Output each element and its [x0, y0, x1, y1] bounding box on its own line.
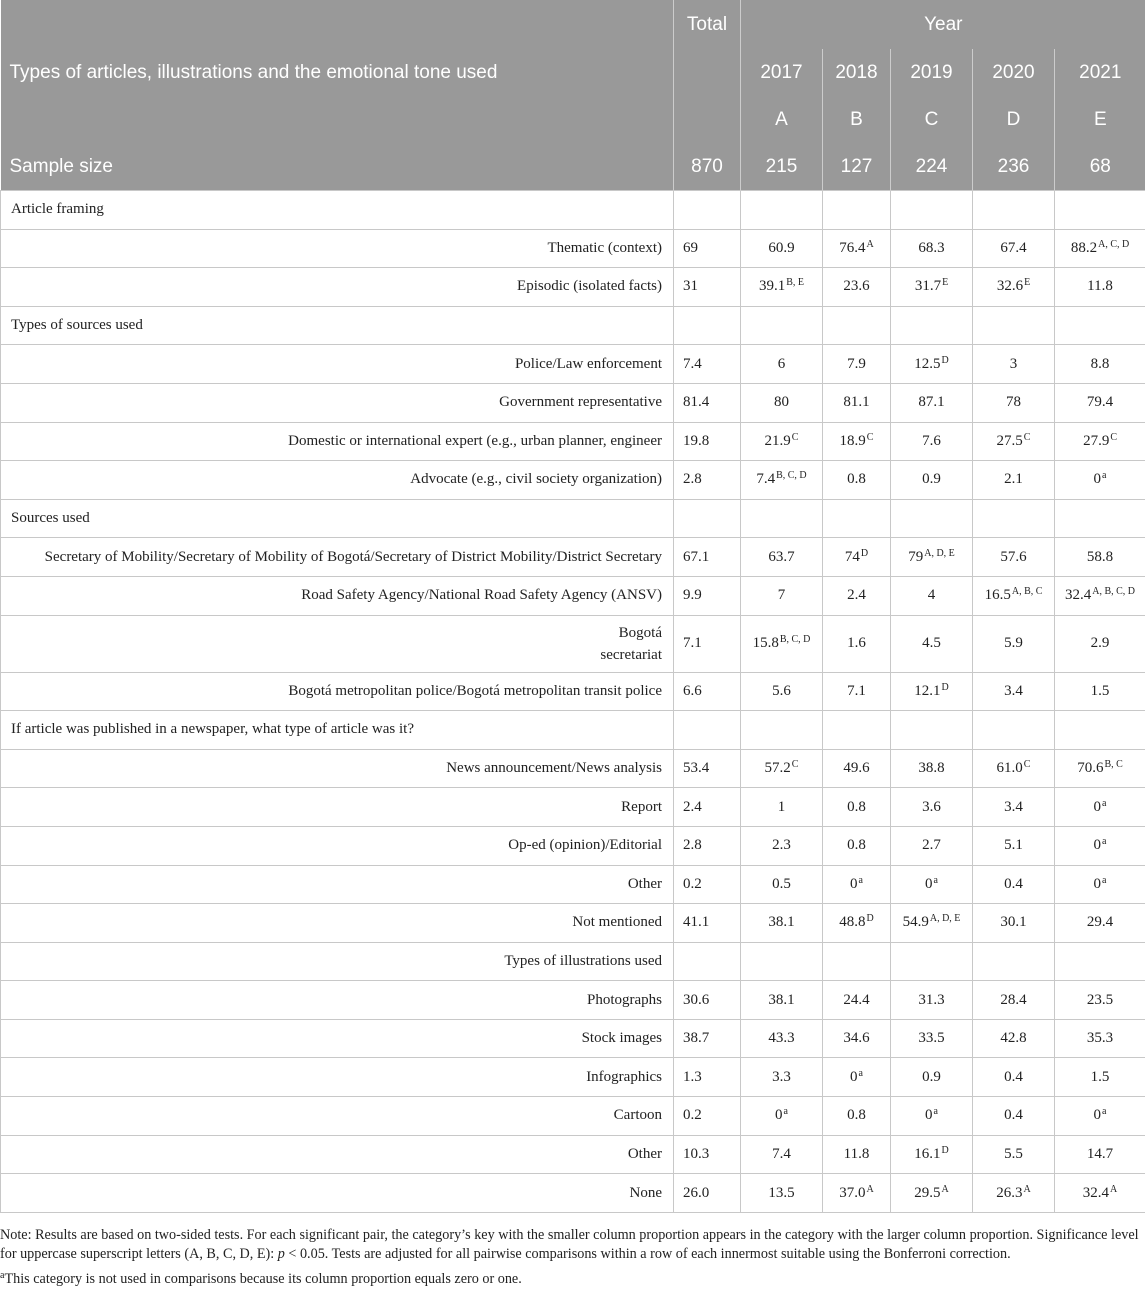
- value-cell: 2.3: [741, 826, 823, 865]
- value-cell: 7.6: [891, 422, 973, 461]
- total-cell: 67.1: [674, 538, 741, 577]
- significance-superscript: C: [791, 431, 799, 443]
- significance-superscript: A: [941, 1183, 949, 1195]
- significance-superscript: a: [783, 1106, 788, 1118]
- value-cell: $39.1^{B, E}$: [741, 268, 823, 307]
- value-cell: 38.8: [891, 749, 973, 788]
- value-cell: $12.1^D$: [891, 672, 973, 711]
- row-label: Report: [1, 788, 674, 827]
- total-cell: 6.6: [674, 672, 741, 711]
- table-row: [1, 576, 1145, 615]
- value-cell: 4.5: [891, 615, 973, 672]
- row-label: Stock images: [1, 1019, 674, 1058]
- value-cell: $7.4^{B, C, D}$: [741, 461, 823, 500]
- value-cell: 0$^a$: [891, 1097, 973, 1136]
- value-cell: 11.8: [1055, 268, 1145, 307]
- value-cell: 23.6: [823, 268, 891, 307]
- table-row: [1, 1135, 1145, 1174]
- section-label: Types of sources used: [1, 306, 674, 345]
- value-cell: 63.7: [741, 538, 823, 577]
- total-cell: 26.0: [674, 1174, 741, 1213]
- header-year-2017: 2017: [741, 49, 823, 96]
- value-cell: $26.3^A$: [973, 1174, 1055, 1213]
- value-cell: [973, 711, 1055, 750]
- value-cell: 33.5: [891, 1019, 973, 1058]
- value-cell: 5.5: [973, 1135, 1055, 1174]
- value-cell: 0.8: [823, 461, 891, 500]
- value-cell: 8.8: [1055, 345, 1145, 384]
- total-cell: 0.2: [674, 1097, 741, 1136]
- value-cell: 3.6: [891, 788, 973, 827]
- value-cell: 78: [973, 383, 1055, 422]
- significance-superscript: C: [866, 431, 874, 443]
- value-cell: 7.9: [823, 345, 891, 384]
- row-label: Government representative: [1, 383, 674, 422]
- total-cell: [674, 711, 741, 750]
- significance-superscript: a: [1102, 836, 1107, 848]
- table-row: [1, 383, 1145, 422]
- value-cell: $79^{A, D, E}$: [891, 538, 973, 577]
- value-cell: $16.5^{A, B, C}$: [973, 576, 1055, 615]
- value-cell: 87.1: [891, 383, 973, 422]
- value-cell: [973, 942, 1055, 981]
- value-cell: 79.4: [1055, 383, 1145, 422]
- significance-superscript: B, C, D: [779, 634, 811, 646]
- value-cell: 31.3: [891, 981, 973, 1020]
- value-cell: 0$^a$: [1055, 865, 1145, 904]
- table-row: [1, 749, 1145, 788]
- value-cell: [891, 942, 973, 981]
- value-cell: 3: [973, 345, 1055, 384]
- value-cell: 57.6: [973, 538, 1055, 577]
- significance-superscript: B, C, D: [776, 470, 807, 482]
- significance-note: Note: Results are based on two-sided tests. For each significant pair, the category’s key with the smaller column proportion appears in the category with the larger column proportion. Significance level for uppercase superscript letters (A, B, C, D, E): p < 0.05. Tests are adjusted for all pairwise comparisons within a row of each innermost suitable using the Bonferroni correction.: [0, 1226, 1139, 1262]
- value-cell: $57.2^C$: [741, 749, 823, 788]
- value-cell: $32.4^A$: [1055, 1174, 1145, 1213]
- table-body: [1, 191, 1145, 1213]
- section-label: Types of illustrations used: [1, 942, 674, 981]
- value-cell: 0.5: [741, 865, 823, 904]
- value-cell: 38.1: [741, 981, 823, 1020]
- row-label: Bogotá secretariat: [1, 615, 674, 672]
- table-row: [1, 345, 1145, 384]
- value-cell: 14.7: [1055, 1135, 1145, 1174]
- value-cell: $61.0^C$: [973, 749, 1055, 788]
- value-cell: 0$^a$: [1055, 461, 1145, 500]
- significance-superscript: A, C, D: [1098, 238, 1130, 250]
- value-cell: 35.3: [1055, 1019, 1145, 1058]
- total-cell: 81.4: [674, 383, 741, 422]
- section-row: [1, 711, 1145, 750]
- value-cell: 30.1: [973, 904, 1055, 943]
- row-label: Op-ed (opinion)/Editorial: [1, 826, 674, 865]
- value-cell: 6: [741, 345, 823, 384]
- significance-superscript: C: [791, 759, 799, 771]
- value-cell: 0$^a$: [823, 1058, 891, 1097]
- value-cell: 7: [741, 576, 823, 615]
- value-cell: 68.3: [891, 229, 973, 268]
- significance-superscript: B, E: [786, 277, 805, 289]
- total-cell: [674, 191, 741, 230]
- table-row: [1, 422, 1145, 461]
- total-cell: [674, 942, 741, 981]
- total-cell: 2.8: [674, 826, 741, 865]
- value-cell: 3.3: [741, 1058, 823, 1097]
- value-cell: 2.7: [891, 826, 973, 865]
- value-cell: $32.6^E$: [973, 268, 1055, 307]
- row-label: Domestic or international expert (e.g., urban planner, engineer: [1, 422, 674, 461]
- value-cell: $48.8^D$: [823, 904, 891, 943]
- significance-superscript: D: [941, 354, 949, 366]
- total-cell: 31: [674, 268, 741, 307]
- significance-superscript: a: [933, 1106, 938, 1118]
- significance-superscript: a: [1102, 470, 1107, 482]
- sample-size-2018: 127: [823, 143, 891, 191]
- section-row: [1, 191, 1145, 230]
- value-cell: 5.1: [973, 826, 1055, 865]
- value-cell: 0.4: [973, 1097, 1055, 1136]
- value-cell: [973, 306, 1055, 345]
- significance-superscript: D: [866, 913, 874, 925]
- row-label: Bogotá metropolitan police/Bogotá metropolitan transit police: [1, 672, 674, 711]
- table-row: [1, 538, 1145, 577]
- significance-superscript: C: [1110, 431, 1117, 443]
- value-cell: $18.9^C$: [823, 422, 891, 461]
- significance-superscript: E: [942, 277, 949, 289]
- header-year-2020: 2020: [973, 49, 1055, 96]
- value-cell: 58.8: [1055, 538, 1145, 577]
- value-cell: [1055, 711, 1145, 750]
- header-letter-d: D: [973, 96, 1055, 143]
- header-letter-b: B: [823, 96, 891, 143]
- table-header: [1, 0, 1145, 191]
- row-label: News announcement/News analysis: [1, 749, 674, 788]
- sample-size-2021: 68: [1055, 143, 1145, 191]
- table-row: [1, 1058, 1145, 1097]
- header-total: Total: [674, 0, 741, 49]
- value-cell: 29.4: [1055, 904, 1145, 943]
- table-row: [1, 1019, 1145, 1058]
- sample-size-2019: 224: [891, 143, 973, 191]
- table-row: [1, 826, 1145, 865]
- table-row: [1, 461, 1145, 500]
- value-cell: $29.5^A$: [891, 1174, 973, 1213]
- value-cell: 7.1: [823, 672, 891, 711]
- table-row: [1, 788, 1145, 827]
- value-cell: $12.5^D$: [891, 345, 973, 384]
- row-label: Photographs: [1, 981, 674, 1020]
- significance-superscript: A: [866, 1183, 874, 1195]
- value-cell: 0$^a$: [1055, 788, 1145, 827]
- value-cell: [823, 942, 891, 981]
- significance-superscript: A, B, C: [1011, 586, 1043, 598]
- value-cell: $21.9^C$: [741, 422, 823, 461]
- value-cell: $16.1^D$: [891, 1135, 973, 1174]
- value-cell: 23.5: [1055, 981, 1145, 1020]
- significance-superscript: B, C: [1104, 759, 1123, 771]
- significance-superscript: C: [1023, 431, 1031, 443]
- value-cell: $70.6^{B, C}$: [1055, 749, 1145, 788]
- value-cell: 80: [741, 383, 823, 422]
- total-cell: 41.1: [674, 904, 741, 943]
- value-cell: 67.4: [973, 229, 1055, 268]
- value-cell: 0.4: [973, 865, 1055, 904]
- value-cell: 0.4: [973, 1058, 1055, 1097]
- section-row: [1, 942, 1145, 981]
- total-cell: 7.1: [674, 615, 741, 672]
- value-cell: $27.5^C$: [973, 422, 1055, 461]
- value-cell: 38.1: [741, 904, 823, 943]
- section-row: [1, 499, 1145, 538]
- total-cell: 1.3: [674, 1058, 741, 1097]
- section-label: Sources used: [1, 499, 674, 538]
- value-cell: 1.6: [823, 615, 891, 672]
- significance-superscript: A, B, C, D: [1092, 586, 1136, 598]
- table-row: [1, 981, 1145, 1020]
- table-row: [1, 672, 1145, 711]
- total-cell: 53.4: [674, 749, 741, 788]
- value-cell: 0$^a$: [891, 865, 973, 904]
- value-cell: [741, 711, 823, 750]
- total-cell: 30.6: [674, 981, 741, 1020]
- header-corner: [1, 0, 674, 49]
- value-cell: 0.8: [823, 826, 891, 865]
- row-label: Cartoon: [1, 1097, 674, 1136]
- value-cell: 1.5: [1055, 1058, 1145, 1097]
- significance-superscript: a: [858, 1067, 863, 1079]
- row-label: Infographics: [1, 1058, 674, 1097]
- header-letter-c: C: [891, 96, 973, 143]
- value-cell: [973, 191, 1055, 230]
- value-cell: 1: [741, 788, 823, 827]
- value-cell: 0.8: [823, 788, 891, 827]
- value-cell: [973, 499, 1055, 538]
- significance-superscript: A: [1023, 1183, 1031, 1195]
- value-cell: 0$^a$: [1055, 1097, 1145, 1136]
- total-cell: 38.7: [674, 1019, 741, 1058]
- section-label: Article framing: [1, 191, 674, 230]
- value-cell: 28.4: [973, 981, 1055, 1020]
- sample-size-label: Sample size: [1, 143, 674, 191]
- header-title: Types of articles, illustrations and the emotional tone used: [1, 49, 674, 96]
- value-cell: [741, 499, 823, 538]
- value-cell: $15.8^{B, C, D}$: [741, 615, 823, 672]
- header-year-2021: 2021: [1055, 49, 1145, 96]
- significance-superscript: C: [1023, 759, 1031, 771]
- significance-superscript: A, D, E: [929, 913, 961, 925]
- value-cell: 0$^a$: [1055, 826, 1145, 865]
- total-cell: 2.8: [674, 461, 741, 500]
- significance-superscript: E: [1024, 277, 1031, 289]
- value-cell: 43.3: [741, 1019, 823, 1058]
- value-cell: [1055, 499, 1145, 538]
- value-cell: 1.5: [1055, 672, 1145, 711]
- value-cell: [823, 306, 891, 345]
- significance-superscript: D: [941, 681, 949, 693]
- table-row: [1, 268, 1145, 307]
- value-cell: $32.4^{A, B, C, D}$: [1055, 576, 1145, 615]
- significance-superscript: D: [941, 1144, 949, 1156]
- row-label: Secretary of Mobility/Secretary of Mobility of Bogotá/Secretary of District Mobility/District Secretary: [1, 538, 674, 577]
- row-label: Thematic (context): [1, 229, 674, 268]
- row-label: Advocate (e.g., civil society organization): [1, 461, 674, 500]
- sample-size-2017: 215: [741, 143, 823, 191]
- significance-superscript: a: [933, 874, 938, 886]
- value-cell: 3.4: [973, 672, 1055, 711]
- value-cell: [741, 191, 823, 230]
- value-cell: $74^D$: [823, 538, 891, 577]
- table-notes: [0, 1213, 1140, 1289]
- value-cell: $27.9^C$: [1055, 422, 1145, 461]
- table-row: [1, 904, 1145, 943]
- value-cell: 0$^a$: [741, 1097, 823, 1136]
- header-year-2019: 2019: [891, 49, 973, 96]
- significance-superscript: A: [866, 238, 874, 250]
- row-label: Episodic (isolated facts): [1, 268, 674, 307]
- row-label: Police/Law enforcement: [1, 345, 674, 384]
- total-cell: 0.2: [674, 865, 741, 904]
- value-cell: 5.9: [973, 615, 1055, 672]
- value-cell: [1055, 306, 1145, 345]
- table-row: [1, 229, 1145, 268]
- total-cell: 69: [674, 229, 741, 268]
- value-cell: 3.4: [973, 788, 1055, 827]
- value-cell: 49.6: [823, 749, 891, 788]
- header-letter-a: A: [741, 96, 823, 143]
- value-cell: [891, 191, 973, 230]
- table-row: [1, 615, 1145, 672]
- value-cell: $76.4^A$: [823, 229, 891, 268]
- total-cell: 9.9: [674, 576, 741, 615]
- value-cell: $54.9^{A, D, E}$: [891, 904, 973, 943]
- total-cell: [674, 306, 741, 345]
- row-label: None: [1, 1174, 674, 1213]
- value-cell: 34.6: [823, 1019, 891, 1058]
- value-cell: 5.6: [741, 672, 823, 711]
- value-cell: 60.9: [741, 229, 823, 268]
- total-cell: [674, 499, 741, 538]
- value-cell: 2.4: [823, 576, 891, 615]
- value-cell: [823, 499, 891, 538]
- value-cell: 0$^a$: [823, 865, 891, 904]
- value-cell: $31.7^E$: [891, 268, 973, 307]
- value-cell: [741, 306, 823, 345]
- value-cell: [1055, 191, 1145, 230]
- value-cell: 42.8: [973, 1019, 1055, 1058]
- value-cell: [891, 499, 973, 538]
- value-cell: 13.5: [741, 1174, 823, 1213]
- significance-superscript: A, D, E: [924, 547, 955, 559]
- sample-size-2020: 236: [973, 143, 1055, 191]
- significance-superscript: a: [1102, 874, 1107, 886]
- value-cell: 4: [891, 576, 973, 615]
- significance-superscript: a: [1102, 797, 1107, 809]
- value-cell: [891, 306, 973, 345]
- value-cell: 2.1: [973, 461, 1055, 500]
- value-cell: $88.2^{A, C, D}$: [1055, 229, 1145, 268]
- significance-superscript: D: [860, 547, 869, 559]
- value-cell: 2.9: [1055, 615, 1145, 672]
- value-cell: [741, 942, 823, 981]
- significance-superscript: a: [858, 874, 863, 886]
- value-cell: [823, 191, 891, 230]
- value-cell: [1055, 942, 1145, 981]
- sample-size-total: 870: [674, 143, 741, 191]
- section-row: [1, 306, 1145, 345]
- significance-superscript: a: [1102, 1106, 1107, 1118]
- value-cell: 0.8: [823, 1097, 891, 1136]
- value-cell: $37.0^A$: [823, 1174, 891, 1213]
- table-row: [1, 865, 1145, 904]
- value-cell: 0.9: [891, 1058, 973, 1097]
- significance-superscript: A: [1110, 1183, 1118, 1195]
- row-label: Other: [1, 865, 674, 904]
- value-cell: 81.1: [823, 383, 891, 422]
- value-cell: [891, 711, 973, 750]
- total-cell: 19.8: [674, 422, 741, 461]
- header-year: Year: [741, 0, 1145, 49]
- footnote-a: $^a$This category is not used in comparisons because its column proportion equals zero or one.: [0, 1269, 522, 1287]
- value-cell: 11.8: [823, 1135, 891, 1174]
- row-label: Not mentioned: [1, 904, 674, 943]
- table-row: [1, 1097, 1145, 1136]
- section-label: If article was published in a newspaper, what type of article was it?: [1, 711, 674, 750]
- value-cell: [823, 711, 891, 750]
- value-cell: 24.4: [823, 981, 891, 1020]
- value-cell: 0.9: [891, 461, 973, 500]
- table-row: [1, 1174, 1145, 1213]
- value-cell: 7.4: [741, 1135, 823, 1174]
- header-year-2018: 2018: [823, 49, 891, 96]
- total-cell: 2.4: [674, 788, 741, 827]
- row-label: Road Safety Agency/National Road Safety Agency (ANSV): [1, 576, 674, 615]
- header-letter-e: E: [1055, 96, 1145, 143]
- total-cell: 7.4: [674, 345, 741, 384]
- total-cell: 10.3: [674, 1135, 741, 1174]
- row-label: Other: [1, 1135, 674, 1174]
